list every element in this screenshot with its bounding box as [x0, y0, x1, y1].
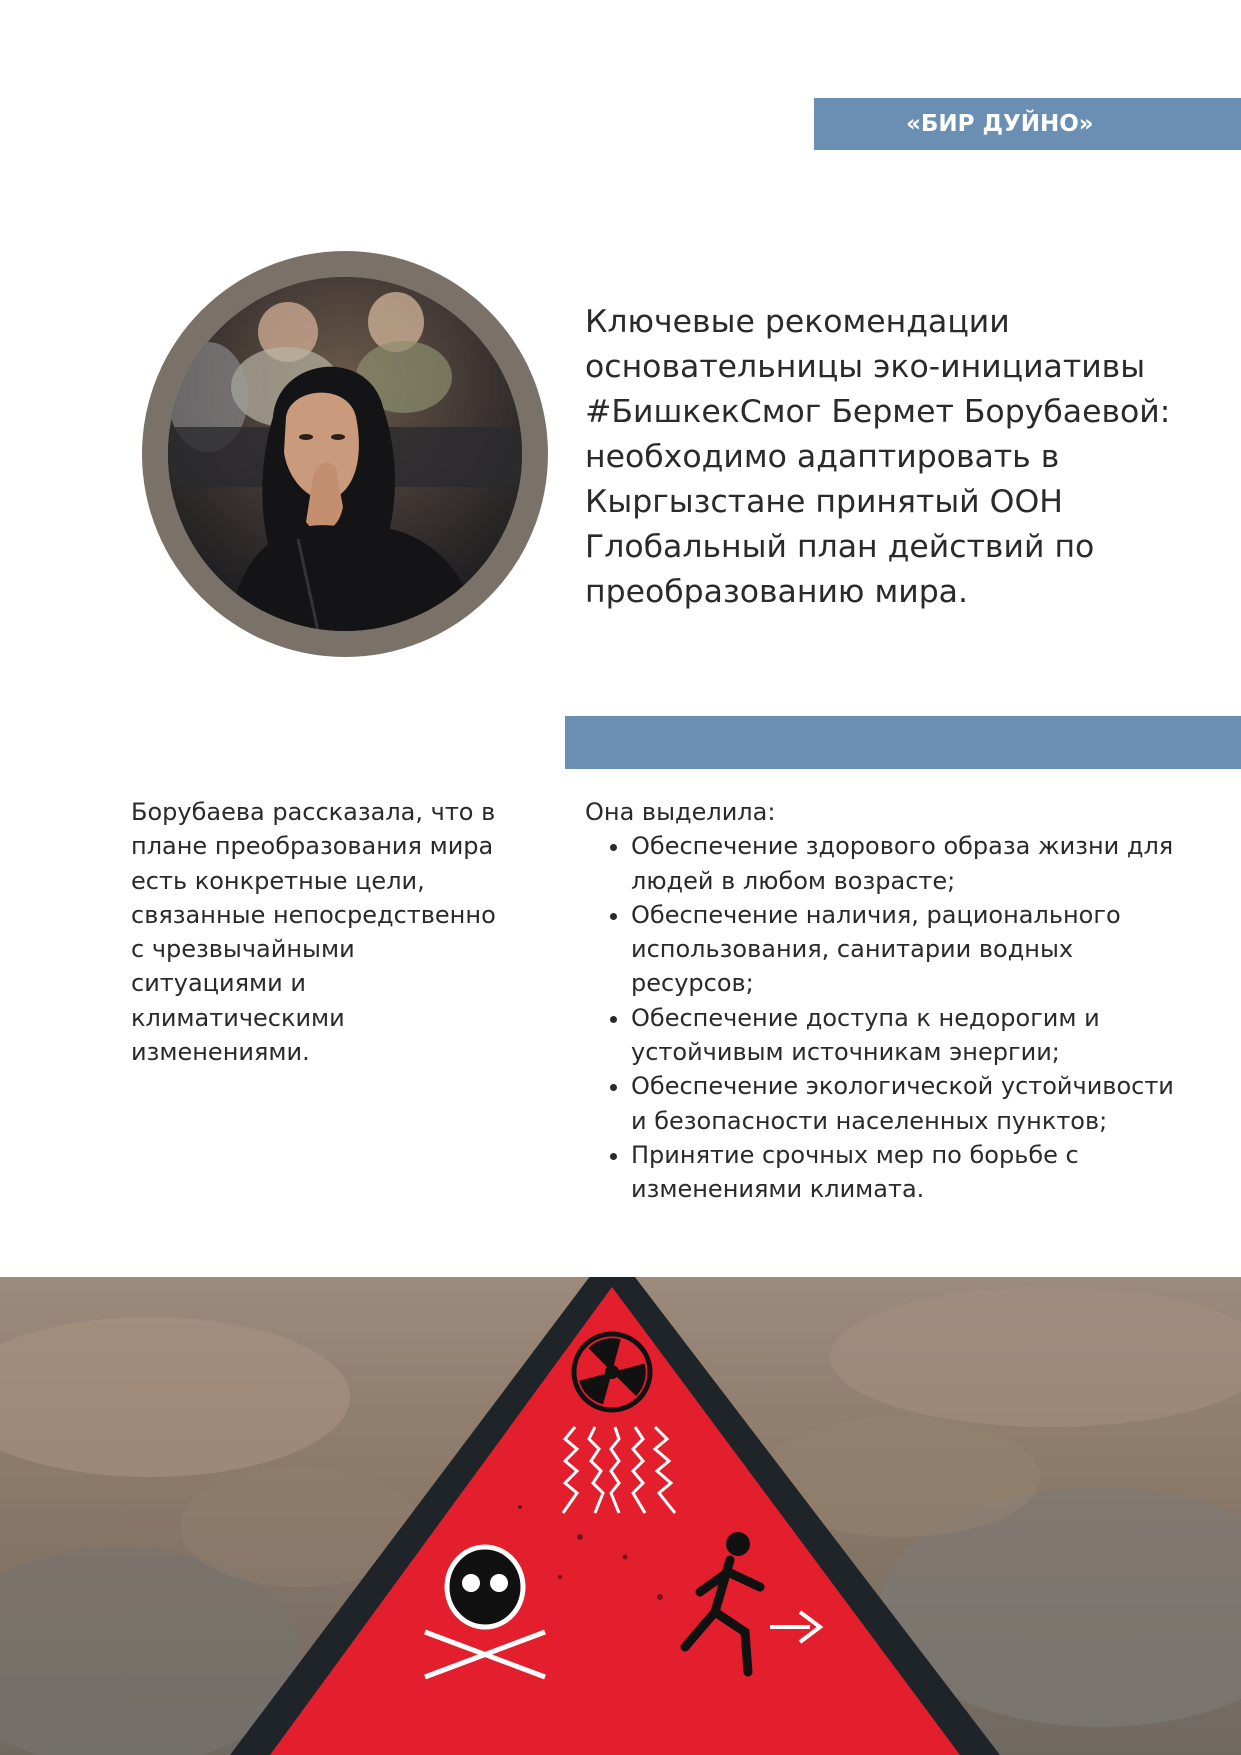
- woman-portrait-icon: [168, 277, 522, 631]
- section-tag-label: «БИР ДУЙНО»: [906, 111, 1094, 137]
- radiation-warning-sign-icon: [0, 1277, 1241, 1755]
- list-item: • Обеспечение здорового образа жизни для людей в любом возрасте;: [631, 829, 1185, 898]
- list-item: • Обеспечение наличия, рационального использования, санитарии водных ресурсов;: [631, 898, 1185, 1001]
- list-item: • Принятие срочных мер по борьбе с изменениями климата.: [631, 1138, 1185, 1207]
- recommendations-list: [585, 829, 1185, 1206]
- left-paragraph: Борубаева рассказала, что в плане преобразования мира есть конкретные цели, связанные непосредственно с чрезвычайными ситуациями и климатическими изменениями.: [131, 798, 496, 1067]
- accent-bar: [565, 716, 1241, 769]
- recommendations-block: [585, 795, 1185, 1207]
- list-item: • Обеспечение экологической устойчивости и безопасности населенных пунктов;: [631, 1069, 1185, 1138]
- list-item: • Обеспечение доступа к недорогим и устойчивым источникам энергии;: [631, 1001, 1185, 1070]
- section-tag: [814, 98, 1241, 150]
- list-intro: Она выделила:: [585, 798, 776, 826]
- pull-quote: Ключевые рекомендации основательницы эко-инициативы #БишкекСмог Бермет Борубаевой: необходимо адаптировать в Кыргызстане принятый ООН Глобальный план действий по преобразованию мира.: [585, 304, 1171, 610]
